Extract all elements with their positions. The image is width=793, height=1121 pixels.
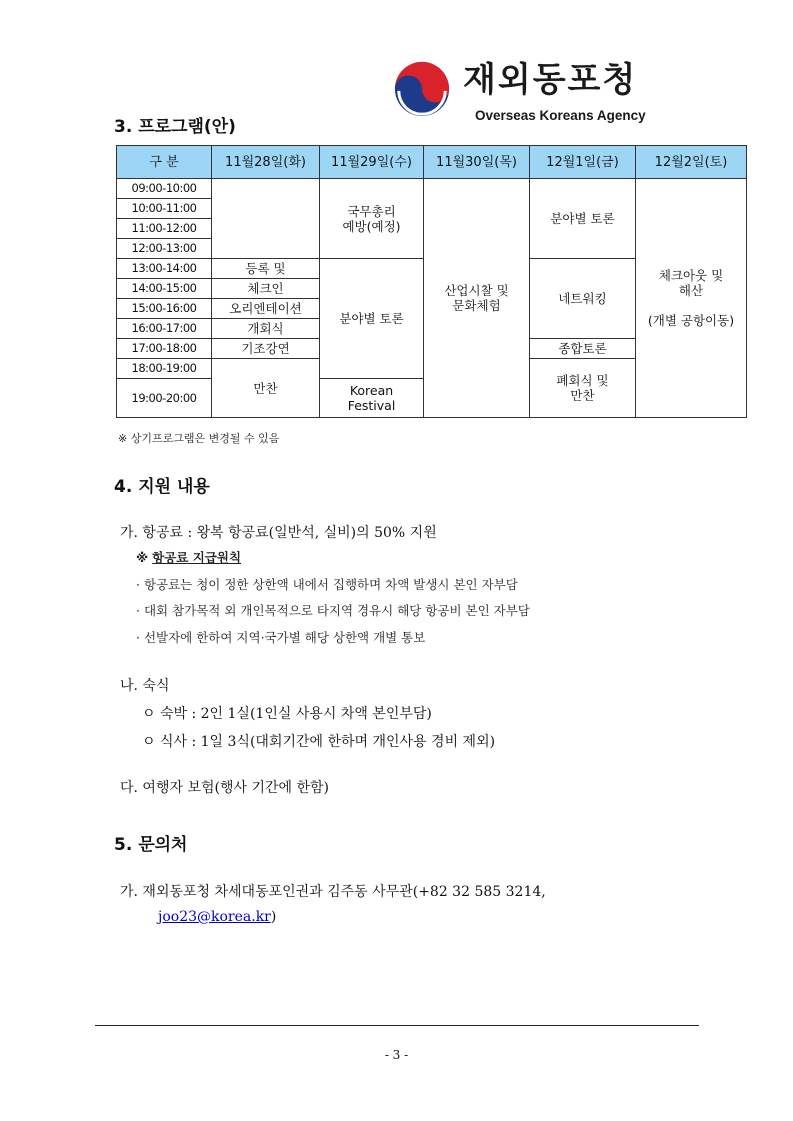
cell-text: 예방(예정) <box>342 218 401 234</box>
header-day4: 12월1일(금) <box>530 146 636 179</box>
day1-registration-cell: 등록 및 <box>212 259 320 279</box>
footer-divider <box>95 1025 699 1026</box>
cell-text: 해산 <box>678 283 704 298</box>
lodging-line: 나. 숙식 <box>120 678 170 694</box>
list-item: · 항공료는 청이 정한 상한액 내에서 집행하며 차액 발생시 본인 자부담 <box>136 577 518 592</box>
close-paren: ) <box>270 909 277 925</box>
time-cell: 16:00-17:00 <box>117 319 212 339</box>
section5-title: 5. 문의처 <box>114 835 188 855</box>
schedule-note: ※ 상기프로그램은 변경될 수 있음 <box>118 432 280 445</box>
day1-empty-cell <box>212 179 320 259</box>
cell-text: 만찬 <box>570 388 595 403</box>
agency-logo <box>393 58 673 128</box>
logo-korean-text: 재외동포청 <box>463 60 638 100</box>
day3-tour-cell <box>424 179 530 418</box>
cell-text: 산업시찰 및 <box>444 283 509 298</box>
list-item: · 선발자에 한하여 지역·국가별 해당 상한액 개별 통보 <box>136 630 426 645</box>
day4-closing-cell <box>530 359 636 418</box>
insurance-line: 다. 여행자 보험(행사 기간에 한함) <box>120 780 329 796</box>
day2-session-cell: 분야별 토론 <box>320 259 424 379</box>
header-day5: 12월2일(토) <box>636 146 747 179</box>
day1-checkin-cell: 체크인 <box>212 279 320 299</box>
time-cell: 13:00-14:00 <box>117 259 212 279</box>
time-cell: 18:00-19:00 <box>117 359 212 379</box>
time-cell: 09:00-10:00 <box>117 179 212 199</box>
day1-keynote-cell: 기조강연 <box>212 339 320 359</box>
time-cell: 17:00-18:00 <box>117 339 212 359</box>
table-header-row <box>117 146 747 179</box>
header-day2: 11월29일(수) <box>320 146 424 179</box>
contact-line: 가. 재외동포청 차세대동포인권과 김주동 사무관(+82 32 585 3214, <box>120 884 546 900</box>
time-cell: 10:00-11:00 <box>117 199 212 219</box>
contact-email-line <box>158 909 276 925</box>
time-cell: 14:00-15:00 <box>117 279 212 299</box>
day2-festival-cell <box>320 379 424 418</box>
cell-text: 문화체험 <box>452 298 501 313</box>
section3-title: 3. 프로그램(안) <box>114 117 236 137</box>
cell-text: Korean <box>349 383 394 398</box>
email-link[interactable]: joo23@korea.kr <box>158 909 271 925</box>
day4-general-cell: 종합토론 <box>530 339 636 359</box>
section4-title: 4. 지원 내용 <box>114 477 210 497</box>
day5-checkout-cell <box>636 179 747 418</box>
day1-orientation-cell: 오리엔테이션 <box>212 299 320 319</box>
day4-networking-cell: 네트워킹 <box>530 259 636 339</box>
airfare-principle <box>136 548 241 566</box>
day4-session-cell: 분야별 토론 <box>530 179 636 259</box>
time-cell: 19:00-20:00 <box>117 379 212 418</box>
time-cell: 12:00-13:00 <box>117 239 212 259</box>
day1-opening-cell: 개회식 <box>212 319 320 339</box>
cell-text: (개별 공항이동) <box>647 313 735 328</box>
airfare-principle-title: 항공료 지급원칙 <box>152 550 242 565</box>
cell-text: 체크아웃 및 <box>658 268 724 283</box>
list-item: ㅇ 식사 : 1일 3식(대회기간에 한하며 개인사용 경비 제외) <box>142 734 496 750</box>
cell-text: Festival <box>347 398 396 413</box>
cell-text: 폐회식 및 <box>556 373 609 388</box>
header-day3: 11월30일(목) <box>424 146 530 179</box>
cell-text: 국무총리 <box>347 203 396 219</box>
list-item: · 대회 참가목적 외 개인목적으로 타지역 경유시 해당 항공비 본인 자부담 <box>136 603 530 618</box>
time-cell: 15:00-16:00 <box>117 299 212 319</box>
header-day1: 11월28일(화) <box>212 146 320 179</box>
logo-english-text: Overseas Koreans Agency <box>475 108 646 123</box>
time-cell: 11:00-12:00 <box>117 219 212 239</box>
header-category: 구 분 <box>117 146 212 179</box>
program-schedule-table <box>116 145 747 418</box>
list-item: ㅇ 숙박 : 2인 1실(1인실 사용시 차액 본인부담) <box>142 706 432 722</box>
table-row <box>117 179 747 199</box>
airfare-line: 가. 항공료 : 왕복 항공료(일반석, 실비)의 50% 지원 <box>120 525 437 541</box>
day2-pm-visit-cell <box>320 179 424 259</box>
taegeuk-emblem-icon <box>393 60 451 118</box>
reference-mark: ※ <box>136 550 149 565</box>
page-number: - 3 - <box>384 1048 409 1062</box>
day1-dinner-cell: 만찬 <box>212 359 320 418</box>
